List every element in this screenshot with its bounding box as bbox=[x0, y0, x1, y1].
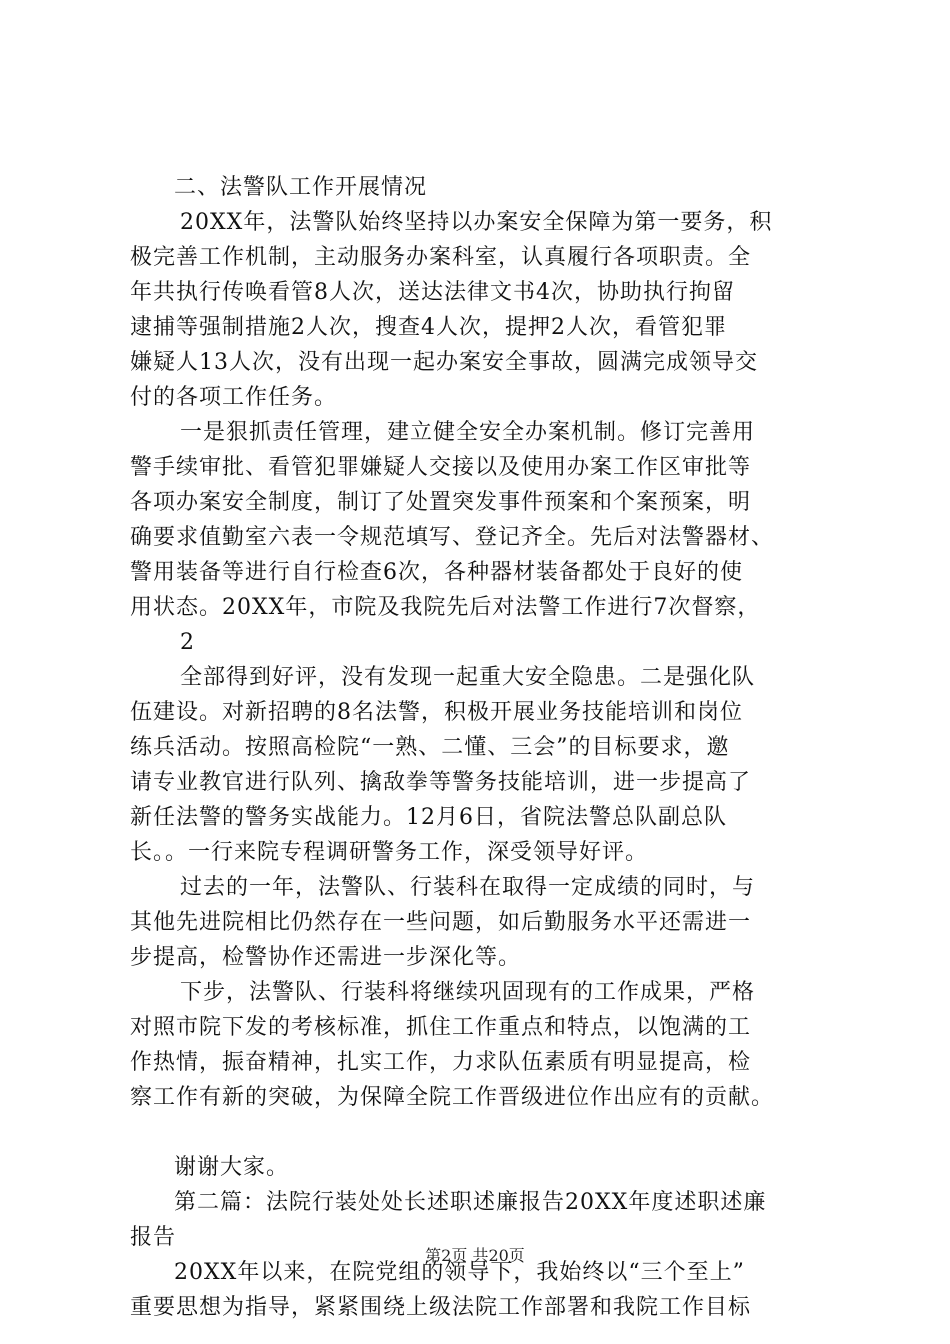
paragraph-line: 用状态。20XX年，市院及我院先后对法警工作进行7次督察， bbox=[130, 595, 761, 620]
paragraph-line: 过去的一年，法警队、行装科在取得一定成绩的同时，与 bbox=[180, 875, 756, 900]
section-heading: 二、法警队工作开展情况 bbox=[174, 175, 428, 200]
paragraph-line: 作热情，振奋精神，扎实工作，力求队伍素质有明显提高，检 bbox=[130, 1050, 752, 1075]
paragraph-line: 一是狠抓责任管理，建立健全安全办案机制。修订完善用 bbox=[180, 420, 756, 445]
blank-line bbox=[130, 1115, 830, 1150]
paragraph-line: 练兵活动。按照高检院“一熟、二懂、三会”的目标要求，邀 bbox=[130, 735, 730, 760]
paragraph-line: 步提高，检警协作还需进一步深化等。 bbox=[130, 945, 522, 970]
paragraph-line: 付的各项工作任务。 bbox=[130, 385, 338, 410]
document-body bbox=[130, 170, 830, 1325]
paragraph-line: 警用装备等进行自行检查6次，各种器材装备都处于良好的使 bbox=[130, 560, 743, 585]
paragraph-line: 20XX年，法警队始终坚持以办案安全保障为第一要务，积 bbox=[180, 210, 773, 235]
closing-line: 谢谢大家。 bbox=[174, 1155, 290, 1180]
paragraph-line: 伍建设。对新招聘的8名法警，积极开展业务技能培训和岗位 bbox=[130, 700, 743, 725]
paragraph-line: 警手续审批、看管犯罪嫌疑人交接以及使用办案工作区审批等 bbox=[130, 455, 752, 480]
inline-page-number: 2 bbox=[180, 630, 195, 655]
page-footer: 第2页 共20页 bbox=[425, 1246, 525, 1265]
paragraph-line: 全部得到好评，没有发现一起重大安全隐患。二是强化队 bbox=[180, 665, 756, 690]
paragraph-line: 年共执行传唤看管8人次，送达法律文书4次，协助执行拘留 bbox=[130, 280, 735, 305]
paragraph-line: 重要思想为指导，紧紧围绕上级法院工作部署和我院工作目标 bbox=[130, 1295, 752, 1320]
section-heading: 第二篇：法院行装处处长述职述廉报告20XX年度述职述廉 bbox=[174, 1190, 767, 1215]
paragraph-line: 察工作有新的突破，为保障全院工作晋级进位作出应有的贡献。 bbox=[130, 1085, 775, 1110]
section-heading: 报告 bbox=[130, 1225, 177, 1250]
paragraph-line: 各项办案安全制度，制订了处置突发事件预案和个案预案，明 bbox=[130, 490, 752, 515]
paragraph-line: 20XX年以来，在院党组的领导下，我始终以“三个至上” bbox=[174, 1260, 745, 1285]
paragraph-line: 新任法警的警务实战能力。12月6日，省院法警总队副总队 bbox=[130, 805, 727, 830]
paragraph-line: 确要求值勤室六表一令规范填写、登记齐全。先后对法警器材、 bbox=[130, 525, 775, 550]
paragraph-line: 请专业教官进行队列、擒敌拳等警务技能培训，进一步提高了 bbox=[130, 770, 752, 795]
paragraph-line: 下步，法警队、行装科将继续巩固现有的工作成果，严格 bbox=[180, 980, 756, 1005]
paragraph-line: 逮捕等强制措施2人次，搜查4人次，提押2人次，看管犯罪 bbox=[130, 315, 727, 340]
paragraph-line: 对照市院下发的考核标准，抓住工作重点和特点，以饱满的工 bbox=[130, 1015, 752, 1040]
paragraph-line: 嫌疑人13人次，没有出现一起办案安全事故，圆满完成领导交 bbox=[130, 350, 758, 375]
paragraph-line: 极完善工作机制，主动服务办案科室，认真履行各项职责。全 bbox=[130, 245, 752, 270]
paragraph-line: 其他先进院相比仍然存在一些问题，如后勤服务水平还需进一 bbox=[130, 910, 752, 935]
paragraph-line: 长。。一行来院专程调研警务工作，深受领导好评。 bbox=[130, 840, 649, 865]
